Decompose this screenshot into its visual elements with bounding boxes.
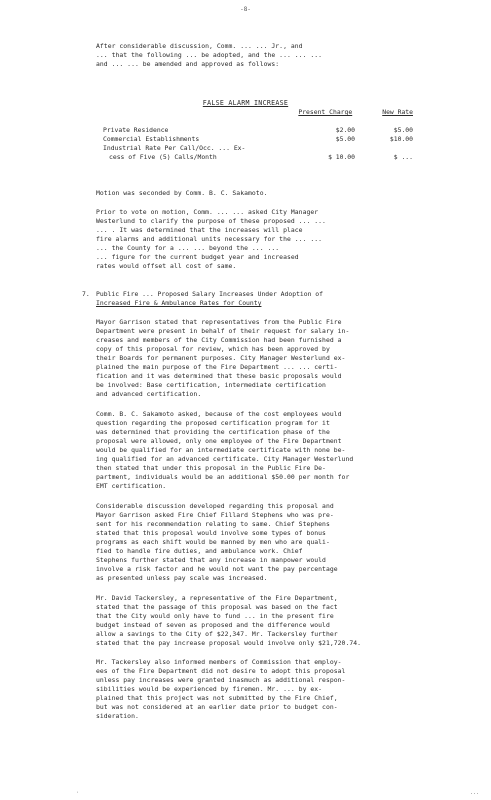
text-line: Westerlund to clarify the purpose of these proposed ... ... xyxy=(96,217,326,225)
text-line: Department were present in behalf of their request for salary in- xyxy=(96,327,350,335)
rate-table xyxy=(103,108,413,162)
text-line: ... . It was determined that the increases will place xyxy=(96,226,303,234)
text-line: partment, individuals would be an additional $50.00 per month for xyxy=(96,473,350,481)
rate-new: $ ... xyxy=(393,153,413,161)
text-line: stated that the passage of this proposal was based on the fact xyxy=(96,603,338,611)
rate-label: Private Residence xyxy=(103,126,169,134)
rate-new xyxy=(355,144,413,153)
text-line: rates would offset all cost of same. xyxy=(96,262,237,270)
rate-row xyxy=(103,144,413,153)
text-line: plained the main purpose of the Fire Department ... ... certi- xyxy=(96,363,338,371)
tackersley-paragraph xyxy=(96,594,418,648)
footer-left-mark: · xyxy=(76,790,80,796)
text-line: would be qualified for an intermediate certificate with none be- xyxy=(96,446,346,454)
text-line: stated that the pay increase proposal would involve only $21,720.74. xyxy=(96,639,362,647)
text-line: involve a risk factor and he would not want the pay percentage xyxy=(96,565,338,573)
text-line: ... the County for a ... ... beyond the ... ... xyxy=(96,244,280,252)
text-line: allow a savings to the City of $22,347. Mr. Tackersley further xyxy=(96,630,338,638)
text-line: Mayor Garrison asked Fire Chief Fillard Stephens who was pre- xyxy=(96,511,334,519)
text-line: creases and members of the City Commission had been furnished a xyxy=(96,336,342,344)
text-line: Stephens further stated that any increase in manpower would xyxy=(96,556,326,564)
text-line: copy of this proposal for review, which has been approved by xyxy=(96,345,330,353)
text-line: EMT certification. xyxy=(96,482,167,490)
text-line: question regarding the proposed certification program for it xyxy=(96,419,330,427)
rate-present xyxy=(293,144,355,153)
rate-label: Commercial Establishments xyxy=(103,135,200,143)
rate-present: $2.00 xyxy=(335,126,355,134)
item-title-line: Public Fire ... Proposed Salary Increases Under Adoption of xyxy=(96,290,324,298)
column-header-present: Present Charge xyxy=(298,108,353,116)
rate-table-title: FALSE ALARM INCREASE xyxy=(202,99,289,107)
opening-paragraph xyxy=(96,42,418,69)
mayor-paragraph xyxy=(96,318,418,399)
text-line: plained that this project was not submitted by the Fire Chief, xyxy=(96,694,338,702)
rate-present: $5.00 xyxy=(335,135,355,143)
text-line: was determined that providing the certification phase of the xyxy=(96,428,330,436)
item-number: 7. xyxy=(82,290,90,298)
motion-paragraph xyxy=(96,189,418,198)
text-line: ing qualified for an advanced certificate. City Manager Westerlund xyxy=(96,455,354,463)
text-line: their Boards for permanent purposes. City Manager Westerlund ex- xyxy=(96,354,346,362)
text-line: ees of the Fire Department did not desire to adopt this proposal xyxy=(96,667,346,675)
text-line: Considerable discussion developed regarding this proposal and xyxy=(96,502,334,510)
text-line: unless pay increases were granted inasmuch as additional respon- xyxy=(96,676,346,684)
text-line: be involved: Base certification, intermediate certification xyxy=(96,381,326,389)
rate-row xyxy=(103,135,413,144)
text-line: Prior to vote on motion, Comm. ... ... asked City Manager xyxy=(96,208,319,216)
text-line: stated that this proposal would involve some types of bonus xyxy=(96,529,326,537)
text-line: Mayor Garrison stated that representatives from the Public Fire xyxy=(96,318,342,326)
text-line: sibilities would be experienced by firemen. Mr. ... by ex- xyxy=(96,685,323,693)
text-line: and advanced certification. xyxy=(96,390,202,398)
rate-new: $5.00 xyxy=(393,126,413,134)
text-line: sent for his recommendation relating to same. Chief Stephens xyxy=(96,520,330,528)
text-line: ... that the following ... be adopted, and the ... ... ... xyxy=(96,51,323,59)
text-line: programs as each shift would be manned by men who are quali- xyxy=(96,538,330,546)
text-line: budget instead of seven as proposed and the difference would xyxy=(96,621,330,629)
item-title xyxy=(96,290,418,308)
column-header-new: New Rate xyxy=(382,108,413,116)
text-line: After considerable discussion, Comm. ... ... Jr., and xyxy=(96,42,303,50)
text-line: Motion was seconded by Comm. B. C. Sakamoto. xyxy=(96,189,268,197)
text-line: proposal were allowed, only one employee of the Fire Department xyxy=(96,437,342,445)
text-line: Mr. David Tackersley, a representative of the Fire Department, xyxy=(96,594,338,602)
item-title-line: Increased Fire & Ambulance Rates for County xyxy=(96,299,262,307)
prior-to-vote-paragraph xyxy=(96,208,418,271)
rate-row xyxy=(103,153,413,162)
page-number: -8- xyxy=(240,6,251,13)
rate-label: Industrial Rate Per Call/Occ. ... Ex- xyxy=(103,144,246,152)
text-line: Mr. Tackersley also informed members of Commission that employ- xyxy=(96,658,342,666)
text-line: that the City would only have to fund ... in the present fire xyxy=(96,612,334,620)
rate-new: $10.00 xyxy=(389,135,413,143)
text-line: fication and it was determined that these basic proposals would xyxy=(96,372,342,380)
text-line: and ... ... be amended and approved as follows: xyxy=(96,60,280,68)
sakamoto-paragraph xyxy=(96,410,418,491)
discussion-paragraph xyxy=(96,502,418,583)
footer-right-mark: ... xyxy=(469,790,479,796)
text-line: fire alarms and additional units necessary for the ... ... xyxy=(96,235,323,243)
text-line: fied to handle fire duties, and ambulance work. Chief xyxy=(96,547,303,555)
text-line: as presented unless pay scale was increased. xyxy=(96,574,268,582)
text-line: ... figure for the current budget year and increased xyxy=(96,253,299,261)
rate-present: $ 10.00 xyxy=(328,153,355,161)
rate-row xyxy=(103,126,413,135)
text-line: then stated that under this proposal in the Public Fire De- xyxy=(96,464,326,472)
rate-table-header xyxy=(103,108,413,117)
final-paragraph xyxy=(96,658,418,721)
text-line: sideration. xyxy=(96,712,139,720)
text-line: but was not considered at an earlier date prior to budget con- xyxy=(96,703,338,711)
rate-label: cess of Five (5) Calls/Month xyxy=(109,153,217,161)
text-line: Comm. B. C. Sakamoto asked, because of the cost employees would xyxy=(96,410,342,418)
